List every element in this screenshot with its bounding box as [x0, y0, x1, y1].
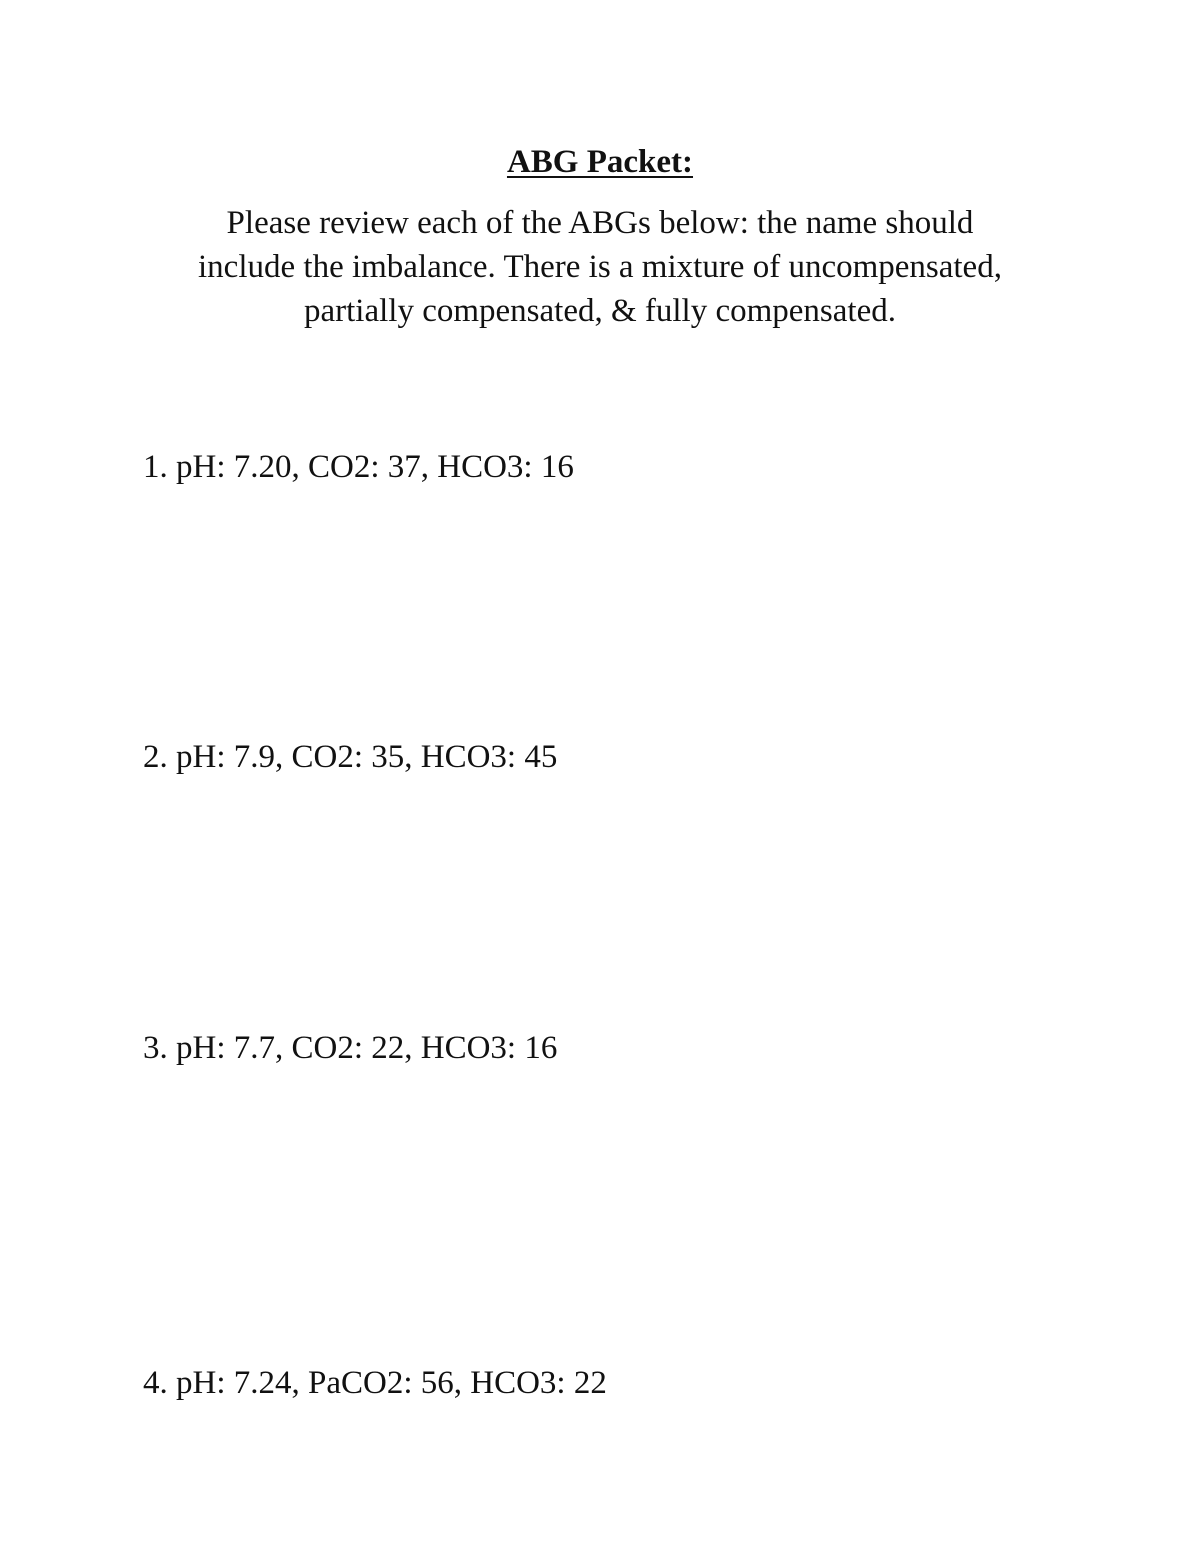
instructions-line: include the imbalance. There is a mixture of uncompensated, [198, 249, 1002, 285]
instructions-line: Please review each of the ABGs below: the name should [226, 205, 974, 241]
document-title-text: ABG Packet: [506, 144, 694, 180]
document-title [0, 140, 1200, 184]
instructions-line: partially compensated, & fully compensated. [304, 293, 896, 329]
abg-item-4: 4. pH: 7.24, PaCO2: 56, HCO3: 22 [143, 1365, 607, 1401]
abg-item-1: 1. pH: 7.20, CO2: 37, HCO3: 16 [143, 449, 574, 485]
instructions-paragraph [150, 201, 1050, 333]
abg-item-3: 3. pH: 7.7, CO2: 22, HCO3: 16 [143, 1030, 558, 1066]
abg-item-2: 2. pH: 7.9, CO2: 35, HCO3: 45 [143, 739, 558, 775]
